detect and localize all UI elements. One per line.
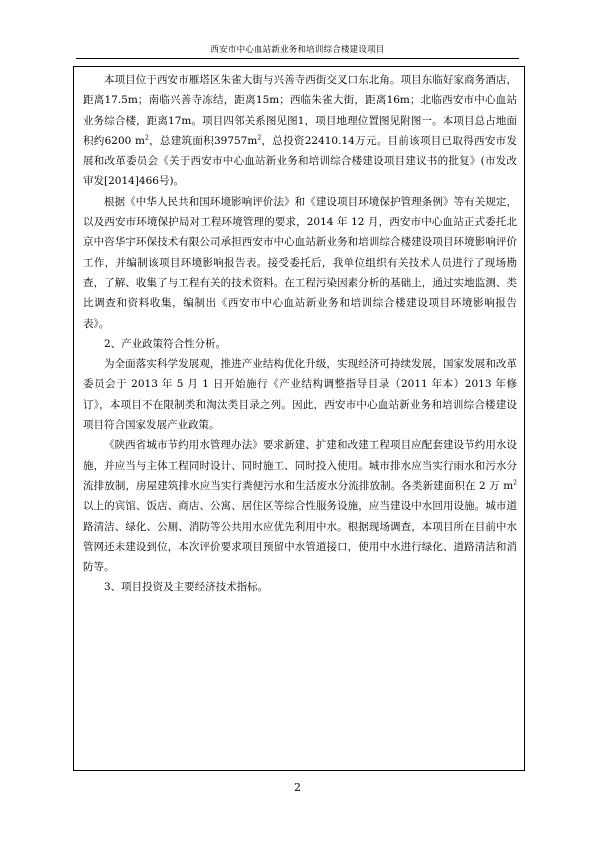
section-heading-investment: 3、项目投资及主要经济技术指标。 [104,581,269,594]
header-rule [76,58,519,59]
paragraph-water-saving: 《陕西省城市节约用水管理办法》要求新建、扩建和改建工程项目应配套建设节约用水设施，并应当与主体工程同时设计、同时施工、同时投入使用。城市排水应当实行雨水和污水分流排放制，房屋建筑排水应当实行粪便污水和生活废水分流排放制。各类新建面积在 2 万 $m^2$以上的宾馆、饭店、商店、公寓、居住区等综合性服务设施，应当建设中水回用设施。城市道路清洁、绿化、公厕、消防等公共用水应优先利用中水。根据现场调查，本项目所在目前中水管网还未建设到位，本次评价要求项目预留中水管道接口，使用中水进行绿化、道路清洁和消防等。 [83,439,517,574]
running-header: 西安市中心血站新业务和培训综合楼建设项目 [210,45,385,55]
paragraph-commission: 根据《中华人民共和国环境影响评价法》和《建设项目环境保护管理条例》等有关规定，以及西安市环境保护局对工程环境管理的要求，2014 年 12 月，西安市中心血站正式委托北京中咨华宇环保技术有限公司承担西安市中心血站新业务和培训综合楼建设项目环境影响评价工作，并编制该项目环境影响报告表。接受委托后，我单位组织有关技术人员进行了现场勘查，了解、收集了与工程有关的技术资料。在工程污染因素分析的基础上，通过实地监测、类比调查和资料收集，编制出《西安市中心血站新业务和培训综合楼建设项目环境影响报告表》。 [83,195,517,330]
section-heading-policy: 2、产业政策符合性分析。 [104,337,227,350]
paragraph-industry-policy: 为全面落实科学发展观，推进产业结构优化升级，实现经济可持续发展，国家发展和改革委员会于 2013 年 5 月 1 日开始施行《产业结构调整指导目录（2011 年本）2013 年修订》，本项目不在限制类和淘汰类目录之列。因此，西安市中心血站新业务和培训综合楼建设项目符合国家发展产业政策。 [83,358,517,432]
paragraph-location: 本项目位于西安市雁塔区朱雀大街与兴善寺西街交叉口东北角。项目东临好家商务酒店，距离17.5m；南临兴善寺冻结，距离15m；西临朱雀大街，距离16m；北临西安市中心血站业务综合楼，距离17m。项目四邻关系图见图1，项目地理位置图见附图一。本项目总占地面积约6200 $m^2$，总建筑面积$39757m^2$，总投资22410.14万元。目前该项目已取得西安市发展和改革委员会《关于西安市中心血站新业务和培训综合楼建设项目建议书的批复》(市发改审发[2014]466号)。 [83,74,517,188]
page-number: 2 [294,781,301,794]
body-text [83,70,517,598]
